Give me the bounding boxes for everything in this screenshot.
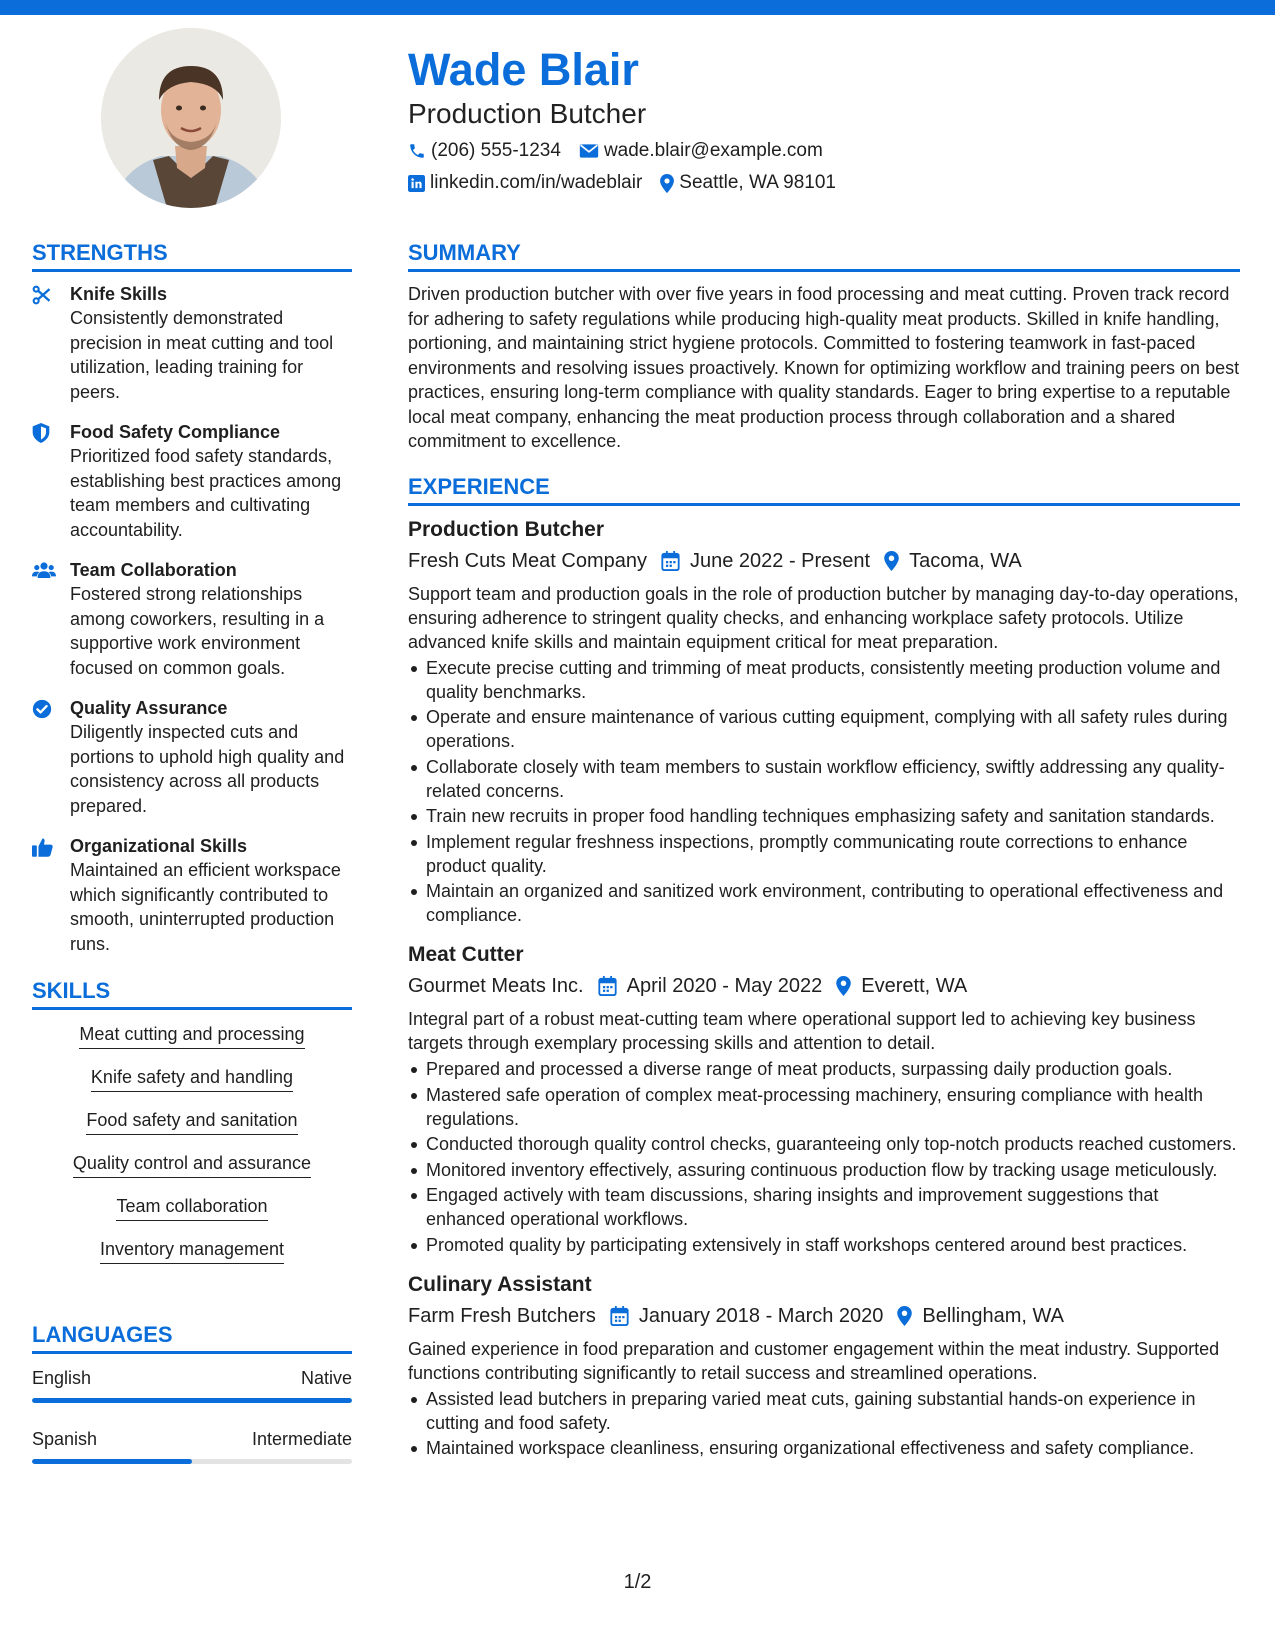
strength-title: Food Safety Compliance <box>70 422 281 442</box>
skill-item: Team collaboration <box>116 1194 267 1221</box>
language-item <box>32 1427 352 1464</box>
job-location: Everett, WA <box>861 975 968 997</box>
job-description: Integral part of a robust meat-cutting team where operational support led to achieving key business targets through exemplary processing skills and attention to detail. <box>408 1009 1196 1053</box>
left-column <box>32 238 352 1488</box>
languages-heading: LANGUAGES <box>32 1320 352 1354</box>
candidate-title: Production Butcher <box>408 98 647 129</box>
job-meta <box>408 971 1240 1001</box>
strength-desc: Maintained an efficient workspace which significantly contributed to smooth, uninterrupted production runs. <box>70 860 341 954</box>
job-dates: June 2022 - Present <box>689 549 871 572</box>
job-bullet: Train new recruits in proper food handling techniques emphasizing safety and sanitation standards. <box>408 804 1240 828</box>
job-company: Farm Fresh Butchers <box>408 1304 596 1327</box>
job-bullet: Execute precise cutting and trimming of meat products, consistently meeting production volume and quality benchmarks. <box>408 656 1240 704</box>
check-circle-icon <box>32 699 52 719</box>
language-level-bar <box>32 1459 352 1464</box>
email-contact[interactable] <box>579 136 823 166</box>
experience-heading: EXPERIENCE <box>408 472 1240 506</box>
location-text: Seattle, WA 98101 <box>679 172 836 193</box>
summary-heading: SUMMARY <box>408 238 1240 272</box>
job-bullet: Prepared and processed a diverse range of meat products, surpassing daily production goals. <box>408 1057 1240 1081</box>
calendar-icon <box>598 976 617 996</box>
job-bullet: Operate and ensure maintenance of various cutting equipment, complying with all safety rules during operations. <box>408 705 1240 753</box>
phone-contact <box>408 136 561 166</box>
job-title: Production Butcher <box>408 517 605 541</box>
top-accent-bar <box>0 0 1275 15</box>
portrait-illustration <box>101 28 281 208</box>
language-level-fill <box>32 1459 192 1464</box>
job-title: Culinary Assistant <box>408 1272 592 1296</box>
strength-desc: Consistently demonstrated precision in meat cutting and tool utilization, leading training for peers. <box>70 308 334 402</box>
map-pin-icon <box>897 1306 912 1326</box>
shield-icon <box>32 423 50 443</box>
linkedin-contact[interactable] <box>408 168 642 198</box>
page-indicator: 1/2 <box>623 1571 652 1593</box>
skills-list <box>32 1022 352 1280</box>
contact-row-2 <box>408 168 1248 198</box>
job-entry <box>408 1271 1240 1461</box>
phone-text: (206) 555-1234 <box>431 140 561 161</box>
job-location: Bellingham, WA <box>922 1304 1064 1327</box>
job-bullet: Monitored inventory effectively, assuring continuous production flow by tracking usage meticulously. <box>408 1158 1240 1182</box>
strength-item <box>32 834 352 956</box>
knife-icon <box>32 285 52 305</box>
job-dates: April 2020 - May 2022 <box>626 975 823 997</box>
envelope-icon <box>579 143 599 159</box>
email-text[interactable]: wade.blair@example.com <box>603 140 823 161</box>
strength-desc: Fostered strong relationships among coworkers, resulting in a supportive work environment focused on common goals. <box>70 584 325 678</box>
resume-header <box>408 42 1248 198</box>
summary-text: Driven production butcher with over five years in food processing and meat cutting. Proven track record for adhering to safety regulations while producing high-quality meat products. Skilled in knife handling, portioning, and maintaining strict hygiene protocols. Committed to fostering teamwork in fast-paced environments and resolving issues proactively. Known for optimizing workflow and training peers on best practices, ensuring long-term compliance with quality standards. Eager to bring expertise to a reputable local meat company, enhancing the meat production process through collaboration and a shared commitment to excellence. <box>408 284 1240 451</box>
language-level: Native <box>300 1368 352 1388</box>
profile-photo <box>101 28 281 208</box>
strength-desc: Prioritized food safety standards, establishing best practices among team members and cultivating accountability. <box>70 446 342 540</box>
contact-row-1 <box>408 136 1248 166</box>
job-meta <box>408 546 1240 576</box>
users-icon <box>32 561 56 579</box>
language-item <box>32 1366 352 1403</box>
job-bullet: Implement regular freshness inspections, promptly communicating route corrections to enhance product quality. <box>408 830 1240 878</box>
skill-item: Quality control and assurance <box>73 1151 311 1178</box>
language-name: English <box>32 1368 92 1388</box>
job-bullets <box>408 1057 1240 1257</box>
job-bullets <box>408 1387 1240 1461</box>
job-company: Gourmet Meats Inc. <box>408 975 584 997</box>
skill-item: Knife safety and handling <box>91 1065 293 1092</box>
strengths-heading: STRENGTHS <box>32 238 352 272</box>
job-bullet: Promoted quality by participating extensively in staff workshops centered around best practices. <box>408 1233 1240 1257</box>
strength-item <box>32 558 352 680</box>
phone-icon <box>408 142 426 160</box>
calendar-icon <box>661 551 680 571</box>
map-pin-icon <box>836 976 851 996</box>
skill-item: Meat cutting and processing <box>79 1022 304 1049</box>
language-level: Intermediate <box>251 1429 352 1449</box>
map-pin-icon <box>884 551 899 571</box>
job-bullets <box>408 656 1240 928</box>
calendar-icon <box>610 1306 629 1326</box>
strength-item <box>32 420 352 542</box>
job-entry <box>408 516 1240 928</box>
job-meta <box>408 1301 1240 1331</box>
skills-heading: SKILLS <box>32 976 352 1010</box>
strength-item <box>32 696 352 818</box>
job-bullet: Mastered safe operation of complex meat-processing machinery, ensuring compliance with health regulations. <box>408 1083 1240 1131</box>
job-title: Meat Cutter <box>408 943 524 966</box>
job-bullet: Maintained workspace cleanliness, ensuring organizational effectiveness and safety compliance. <box>408 1436 1240 1460</box>
strength-title: Knife Skills <box>70 284 168 304</box>
job-description: Support team and production goals in the role of production butcher by managing day-to-day operations, ensuring adherence to stringent quality checks, and enhancing workplace safety protocols. Utilize advanced knife skills and maintain equipment critical for meat preparation. <box>408 583 1239 652</box>
strength-title: Organizational Skills <box>70 836 248 856</box>
linkedin-icon <box>408 175 425 192</box>
job-bullet: Conducted thorough quality control checks, guaranteeing only top-notch products reached customers. <box>408 1132 1240 1156</box>
job-bullet: Collaborate closely with team members to sustain workflow efficiency, swiftly addressing any quality-related concerns. <box>408 755 1240 803</box>
job-location: Tacoma, WA <box>909 549 1022 572</box>
location-contact <box>660 168 836 198</box>
candidate-name: Wade Blair <box>408 44 639 95</box>
strength-title: Team Collaboration <box>70 560 237 580</box>
map-pin-icon <box>660 174 674 193</box>
skill-item: Food safety and sanitation <box>86 1108 297 1135</box>
strength-title: Quality Assurance <box>70 698 228 718</box>
job-bullet: Assisted lead butchers in preparing varied meat cuts, gaining substantial hands-on experience in cutting and food safety. <box>408 1387 1240 1435</box>
job-dates: January 2018 - March 2020 <box>638 1304 884 1327</box>
language-level-bar <box>32 1398 352 1403</box>
job-company: Fresh Cuts Meat Company <box>408 549 647 572</box>
skill-item: Inventory management <box>100 1237 284 1264</box>
job-bullet: Engaged actively with team discussions, sharing insights and improvement suggestions that enhanced operational workflows. <box>408 1183 1240 1231</box>
language-name: Spanish <box>32 1429 98 1449</box>
strength-desc: Diligently inspected cuts and portions to uphold high quality and consistency across all products prepared. <box>70 722 345 816</box>
job-bullet: Maintain an organized and sanitized work environment, contributing to operational effectiveness and compliance. <box>408 879 1240 927</box>
job-entry <box>408 941 1240 1257</box>
thumbs-up-icon <box>32 837 53 857</box>
job-description: Gained experience in food preparation and customer engagement within the meat industry. Supported functions contributing significantly to retail success and streamlined operations. <box>408 1338 1220 1383</box>
linkedin-text[interactable]: linkedin.com/in/wadeblair <box>430 172 643 193</box>
strength-item <box>32 282 352 404</box>
experience-list <box>408 516 1240 1461</box>
right-column <box>408 238 1240 1474</box>
language-level-fill <box>32 1398 352 1403</box>
